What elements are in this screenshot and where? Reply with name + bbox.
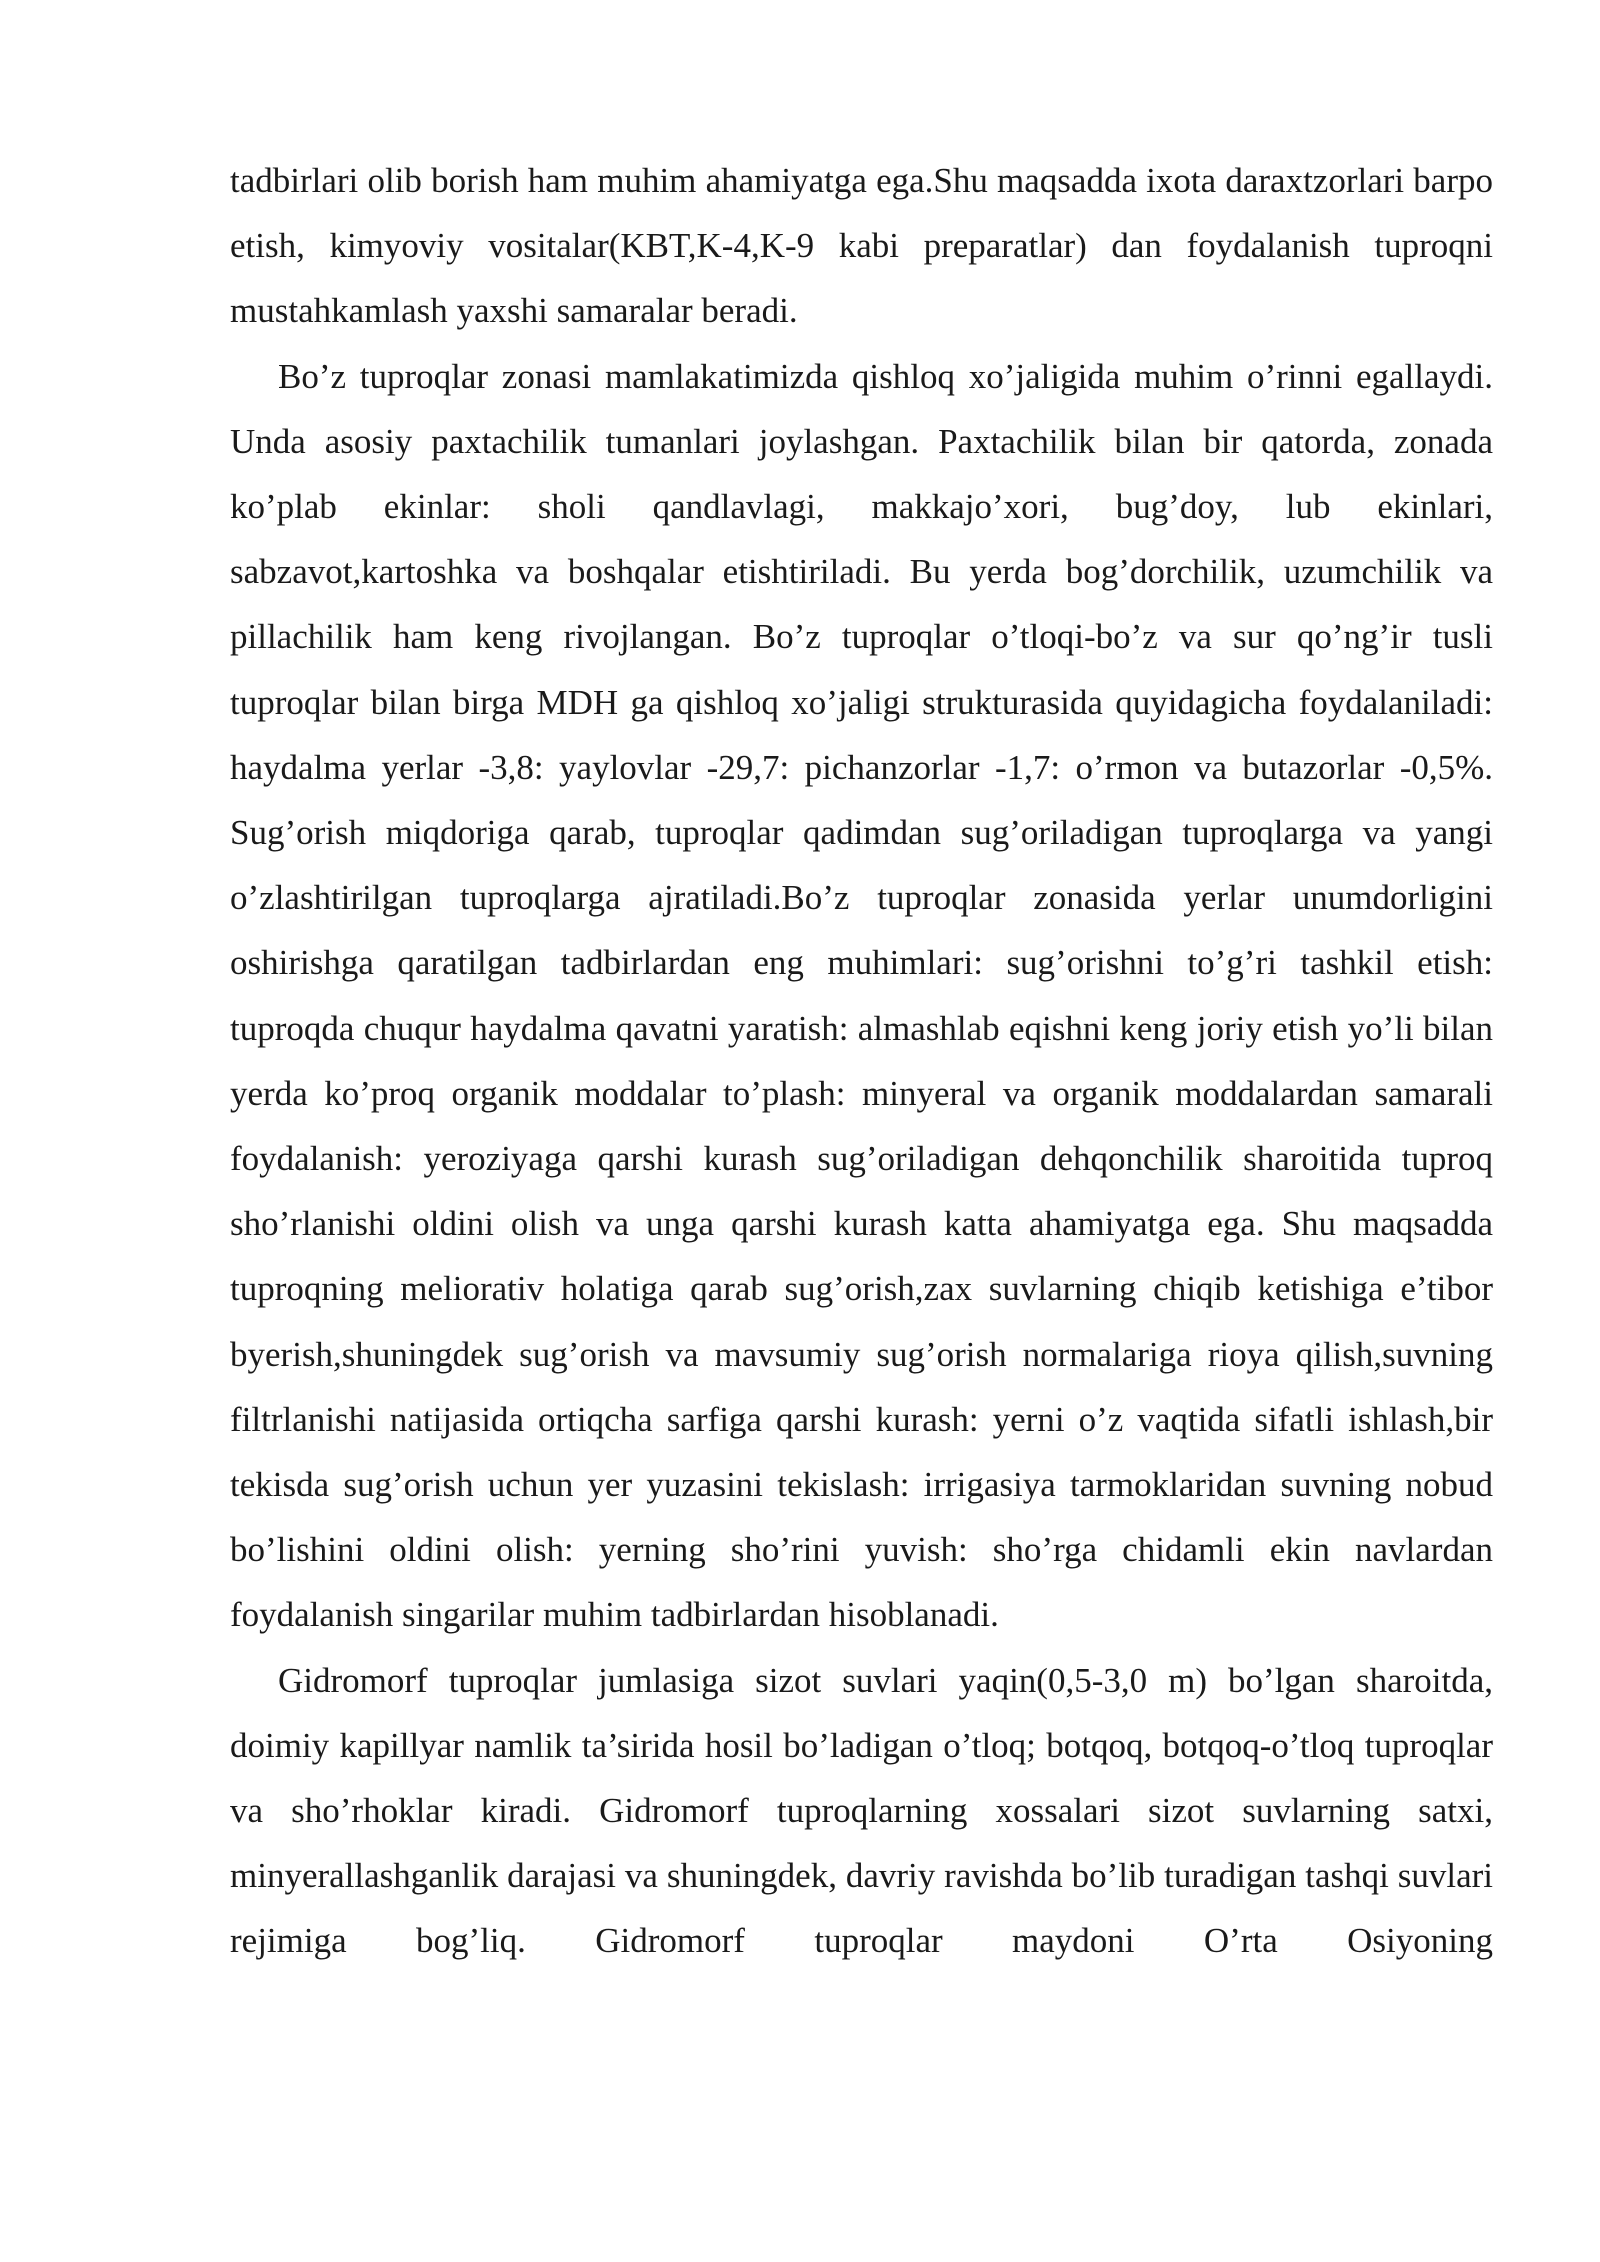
paragraph-gidromorf-tuproqlar: Gidromorf tuproqlar jumlasiga sizot suvlari yaqin(0,5-3,0 m) bo’lgan sharoitda, doimiy kapillyar namlik ta’sirida hosil bo’ladigan o’tloq; botqoq, botqoq-o’tloq tuproqlar va sho’rhoklar kiradi. Gidromorf tuproqlarning xossalari sizot suvlarning satxi, minyerallashganlik darajasi va shuningdek, davriy ravishda bo’lib turadigan tashqi suvlari rejimiga bog’liq. Gidromorf tuproqlar maydoni O’rta Osiyoning — [230, 1660, 1493, 1961]
body-text — [230, 148, 1493, 1974]
paragraph-boz-tuproqlar: Bo’z tuproqlar zonasi mamlakatimizda qishloq xo’jaligida muhim o’rinni egallaydi. Unda asosiy paxtachilik tumanlari joylashgan. Paxtachilik bilan bir qatorda, zonada ko’plab ekinlar: sholi qandlavlagi, makkajo’xori, bug’doy, lub ekinlari, sabzavot,kartoshka va boshqalar etishtiriladi. Bu yerda bog’dorchilik, uzumchilik va pillachilik ham keng rivojlangan. Bo’z tuproqlar o’tloqi-bo’z va sur qo’ng’ir tusli tuproqlar bilan birga MDH ga qishloq xo’jaligi strukturasida quyidagicha foydalaniladi: haydalma yerlar -3,8: yaylovlar -29,7: pichanzorlar -1,7: o’rmon va butazorlar -0,5%. Sug’orish miqdoriga qarab, tuproqlar qadimdan sug’oriladigan tuproqlarga va yangi o’zlashtirilgan tuproqlarga ajratiladi.Bo’z tuproqlar zonasida yerlar unumdorligini oshirishga qaratilgan tadbirlardan eng muhimlari: sug’orishni to’g’ri tashkil etish: tuproqda chuqur haydalma qavatni yaratish: almashlab eqishni keng joriy etish yo’li bilan yerda ko’proq organik moddalar to’plash: minyeral va organik moddalardan samarali foydalanish: yeroziyaga qarshi kurash sug’oriladigan dehqonchilik sharoitida tuproq sho’rlanishi oldini olish va unga qarshi kurash katta ahamiyatga ega. Shu maqsadda tuproqning meliorativ holatiga qarab sug’orish,zax suvlarning chiqib ketishiga e’tibor byerish,shuningdek sug’orish va mavsumiy sug’orish normalariga rioya qilish,suvning filtrlanishi natijasida ortiqcha sarfiga qarshi kurash: yerni o’z vaqtida sifatli ishlash,bir tekisda sug’orish uchun yer yuzasini tekislash: irrigasiya tarmoklaridan suvning nobud bo’lishini oldini olish: yerning sho’rini yuvish: sho’rga chidamli ekin navlardan foydalanish singarilar muhim tadbirlardan hisoblanadi. — [230, 356, 1493, 1635]
paragraph-continuation: tadbirlari olib borish ham muhim ahamiyatga ega.Shu maqsadda ixota daraxtzorlari barpo etish, kimyoviy vositalar(KBT,K-4,K-9 kabi preparatlar) dan foydalanish tuproqni mustahkamlash yaxshi samaralar beradi. — [230, 161, 1493, 331]
